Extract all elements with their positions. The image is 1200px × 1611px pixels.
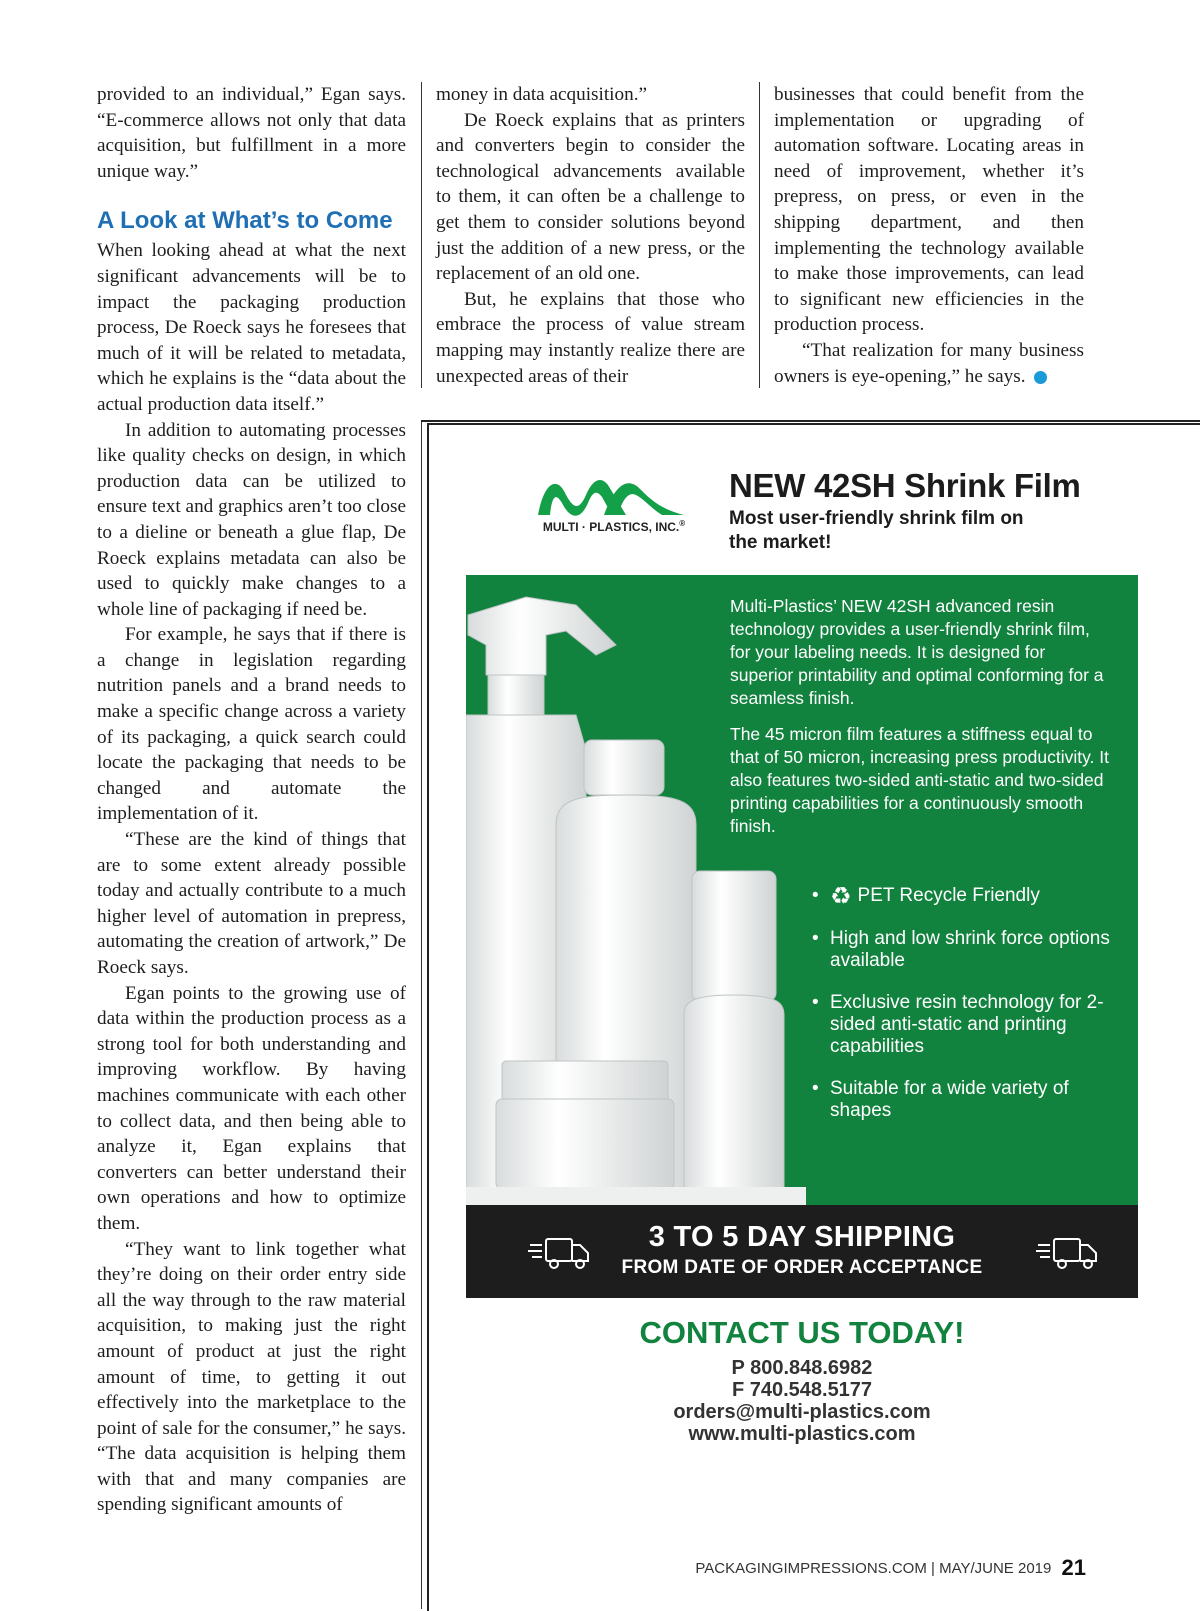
article-paragraph: “These are the kind of things that are to some extent already possible today and actually contribute to a much higher level of automation in prepress, automating the creation of artwork,” De Roeck says. — [97, 829, 406, 978]
article-paragraph: When looking ahead at what the next significant advancements will be to impact the packaging production process, De Roeck says he foresees that much of it will be related to metadata, which he explains is the “data about the actual production data itself.” — [97, 240, 406, 415]
end-of-article-dot-icon — [1034, 371, 1047, 384]
ad-description-1: Multi-Plastics’ NEW 42SH advanced resin technology provides a user-friendly shrink film, for your labeling needs. It is designed for superior printability and optimal conforming for a seamless finish. — [730, 596, 1104, 708]
advertisement — [427, 423, 1200, 1611]
footer-separator: | — [931, 1560, 935, 1577]
contact-phone: P 800.848.6982 — [731, 1357, 873, 1379]
contact-fax: F 740.548.5177 — [731, 1379, 873, 1401]
recycle-icon: ♻ — [830, 883, 852, 910]
contact-email-link[interactable]: orders@multi-plastics.com — [673, 1401, 931, 1423]
article-paragraph: provided to an individual,” Egan says. “E-commerce allows not only that data acquisition, but fulfillment in a more unique way.” — [97, 84, 406, 182]
article-column-1 — [97, 82, 406, 1518]
ad-green-panel — [466, 575, 1138, 1205]
ad-top-rule — [421, 420, 1200, 422]
ad-title: NEW 42SH Shrink Film — [729, 467, 1081, 504]
logo-text: MULTI · PLASTICS, INC. — [542, 520, 680, 534]
closing-sentence: “That realization for many business owners is eye-opening,” he says. — [774, 339, 1084, 387]
logo-wordmark — [534, 519, 694, 534]
article-paragraph: “They want to link together what they’re doing on their order entry side all the way through to the raw material acquisition, to making just the right amount of product at just the right amount of time, to getting it out effectively into the marketplace to the point of sale for the consumer,” he says. “The data acquisition is helping them with that and many companies are spending significant amounts of — [97, 1238, 406, 1516]
feature-item: • High and low shrink force options available — [812, 928, 1112, 972]
column-divider-2 — [759, 82, 760, 388]
shipping-headline: 3 TO 5 DAY SHIPPING — [648, 1221, 956, 1253]
page-number: 21 — [1061, 1555, 1086, 1580]
ad-description-2: The 45 micron film features a stiffness equal to that of 50 micron, increasing press productivity. It also features two-sided anti-static and two-sided printing capabilities for a continuously smooth finish. — [730, 724, 1110, 836]
contact-heading: CONTACT US TODAY! — [639, 1315, 965, 1350]
article-paragraph: money in data acquisition.” — [436, 84, 648, 105]
delivery-truck-icon — [1036, 1233, 1098, 1273]
article-column-3 — [774, 82, 1084, 389]
shipping-subline: FROM DATE OF ORDER ACCEPTANCE — [621, 1257, 983, 1278]
feature-item: • Exclusive resin technology for 2-sided anti-static and printing capabilities — [812, 992, 1112, 1058]
shipping-banner — [466, 1205, 1138, 1298]
registered-mark: ® — [679, 519, 686, 528]
feature-item: • Suitable for a wide variety of shapes — [812, 1078, 1112, 1122]
feature-list — [812, 885, 1112, 1142]
ad-subtitle: Most user-friendly shrink film on the market! — [729, 508, 1024, 553]
article-paragraph: Egan points to the growing use of data within the production process as a strong tool for both understanding and improving workflow. By having machines communicate with each other to collect data, and then being able to analyze it, Egan explains that converters can better understand their own operations and how to optimize them. — [97, 982, 406, 1234]
footer-site: PACKAGINGIMPRESSIONS.COM — [695, 1560, 927, 1577]
column-divider-3 — [421, 420, 422, 1609]
footer-issue: MAY/JUNE 2019 — [939, 1560, 1052, 1577]
column-divider-1 — [421, 82, 422, 388]
contact-website-link[interactable]: www.multi-plastics.com — [688, 1423, 916, 1445]
article-paragraph — [774, 338, 1084, 389]
article-paragraph: But, he explains that those who embrace the process of value stream mapping may instantly realize there are unexpected areas of their — [436, 288, 745, 387]
article-paragraph: In addition to automating processes like quality checks on design, in which production data can be utilized to ensure text and graphics aren’t too close to a dieline or beneath a glue flap, De Roeck explains metadata can also be used to quickly make changes to a whole line of packaging if need be. — [97, 419, 406, 620]
article-paragraph: De Roeck explains that as printers and converters begin to consider the technological advancements available to them, it can often be a challenge to get them to consider solutions beyond just the addition of a new press, or the replacement of an old one. — [436, 109, 745, 285]
section-heading: A Look at What’s to Come — [97, 207, 393, 235]
feature-text: PET Recycle Friendly — [857, 885, 1040, 906]
article-paragraph: businesses that could benefit from the implementation or upgrading of automation software. Locating areas in need of improvement, whether it’s prepress, on press, or even in the shipping department, and then implementing the technology available to make those improvements, can lead to significant new efficiencies in the production process. — [774, 84, 1084, 336]
article-paragraph: For example, he says that if there is a change in legislation regarding nutrition panels and a brand needs to make a specific change across a variety of its packaging, a quick search could locate the packaging that needs to be changed and automate the implementation of it. — [97, 624, 406, 825]
feature-item — [812, 885, 1112, 908]
article-column-2 — [436, 82, 745, 389]
page-footer — [676, 1555, 1086, 1581]
